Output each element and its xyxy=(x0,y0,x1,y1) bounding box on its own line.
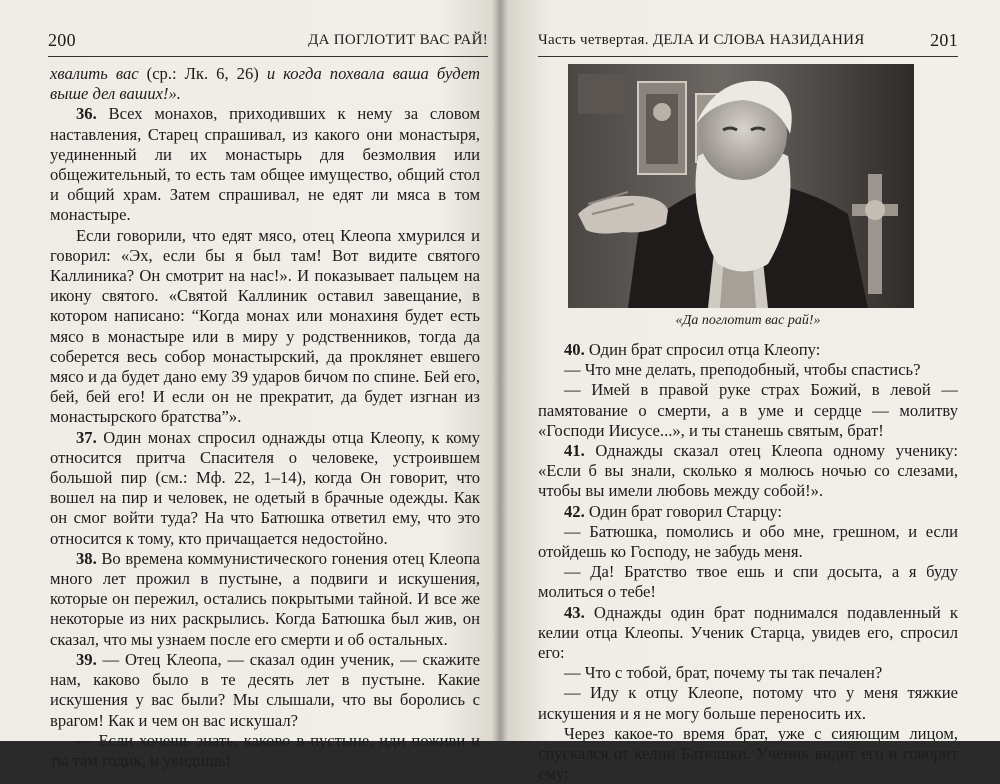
paragraph-text: — Если хочешь знать, каково в пустыне, иди поживи и ты там годик, и увидишь! xyxy=(50,730,480,770)
photo-caption: «Да поглотит вас рай!» xyxy=(675,313,821,328)
paragraph xyxy=(50,64,480,104)
elder-photo-image xyxy=(568,64,914,308)
paragraph-text: Один брат говорил Старцу: xyxy=(584,501,782,521)
left-running-title: ДА ПОГЛОТИТ ВАС РАЙ! xyxy=(308,32,488,48)
paragraph xyxy=(538,603,958,664)
right-body-text xyxy=(538,340,958,784)
paragraph-text: — Иду к отцу Клеопе, потому что у меня тяжкие искушения и я не могу больше переносить их. xyxy=(538,683,958,723)
paragraph xyxy=(538,522,958,562)
paragraph-number: 36. xyxy=(76,104,97,124)
paragraph-text: Однажды сказал отец Клеопа одному ученику: «Если б вы знали, сколько я молюсь ночью со слезами, чтобы вы имели любовь между собой!». xyxy=(538,441,958,501)
paragraph-number: 42. xyxy=(564,501,585,521)
paragraph-text: Один монах спросил однажды отца Клеопу, к кому относится притча Спасителя о человеке, устроившем большой пир (см.: Мф. 22, 1–14), когда Он говорит, что вошел на пир и человек, не одетый в брачные одежды. Как он смог войти туда? На что Батюшка ответил ему, что это относится к тому, кто причащается недостойно. xyxy=(50,427,480,548)
paragraph-text: — Батюшка, помолись и обо мне, грешном, и если отойдешь ко Господу, не забудь меня. xyxy=(538,521,958,562)
paragraph-number: 41. xyxy=(564,441,585,461)
paragraph-text: Через какое-то время брат, уже с сияющим лицом, спускался от келии Батюшки. Ученик видит его и говорит ему: xyxy=(538,723,958,784)
paragraph xyxy=(538,340,958,360)
paragraph-number: 43. xyxy=(564,602,585,622)
paragraph xyxy=(538,663,958,683)
paragraph xyxy=(538,441,958,502)
paragraph xyxy=(50,104,480,225)
paragraph xyxy=(50,731,480,771)
paragraph-text: — Что мне делать, преподобный, чтобы спастись? xyxy=(564,360,921,380)
paragraph-text: Один брат спросил отца Клеопу: xyxy=(584,340,821,359)
left-body-text xyxy=(50,64,480,771)
paragraph-text: Во времена коммунистического гонения отец Клеопа много лет прожил в пустыне, а подвиги и искушения, которые он пережил, остались покрытыми тайной. И все же некоторые из них раскрылись. Когда Батюшка был жив, он сказал, что мы узнаем после его смерти и об остальных. xyxy=(50,548,480,649)
paragraph xyxy=(50,226,480,428)
paragraph-number: 40. xyxy=(564,340,585,359)
right-page xyxy=(500,0,1000,784)
paragraph-text: Однажды один брат поднимался подавленный к келии отца Клеопы. Ученик Старца, увидев его, спросил его: xyxy=(538,602,958,663)
italic-text: и когда похвала ваша будет выше дел ваших!». xyxy=(50,64,480,104)
paragraph xyxy=(538,562,958,602)
paragraph xyxy=(538,683,958,723)
left-page-number: 200 xyxy=(48,30,76,50)
right-running-title: Часть четвертая. ДЕЛА И СЛОВА НАЗИДАНИЯ xyxy=(538,32,865,48)
paragraph-text: — Да! Братство твое ешь и спи досыта, а я буду молиться о тебе! xyxy=(538,562,958,602)
paragraph xyxy=(538,360,958,380)
paragraph-text: Всех монахов, приходивших к нему за словом наставления, Старец спрашивал, из какого они монастыря, уединенный ли их монастырь для безмолвия или общежительный, то есть там общее имущество, общий стол и общий храм. Затем спрашивал, не едят ли мяса в том монастыре. xyxy=(50,104,480,225)
right-page-number: 201 xyxy=(930,30,958,50)
paragraph-text: — Отец Клеопа, — сказал один ученик, — скажите нам, каково было в те десять лет в пустыне. Какие искушения у вас были? Мы слышали, что вы боролись с врагом! Как и чем он вас искушал? xyxy=(50,649,480,730)
paragraph-text: — Что с тобой, брат, почему ты так печален? xyxy=(564,663,883,683)
left-page xyxy=(0,0,500,770)
paragraph xyxy=(50,428,480,549)
left-header-rule xyxy=(48,56,488,57)
italic-text: хвалить вас xyxy=(50,64,139,83)
book-gutter xyxy=(492,0,508,741)
paragraph-text: Если говорили, что едят мясо, отец Клеопа хмурился и говорил: «Эх, если бы я был там! Вот видите святого Каллиника? Он смотрит на нас!». И показывает пальцем на икону святого. «Святой Каллиник оставил завещание, в котором написано: “Когда монах или монахиня будет есть мясо в монастыре или в миру у родственников, тогда да соберется весь собор монастырский, да проклянет евшего мясо и да будет дано ему 39 ударов бичом по спине. Бей его, бей, бей его! И если он не прекратит, да будет изгнан из монастырского братства”». xyxy=(50,225,480,427)
paragraph xyxy=(538,502,958,522)
paragraph-number: 39. xyxy=(76,649,97,669)
paragraph-text: (ср.: Лк. 6, 26) xyxy=(138,64,267,83)
paragraph xyxy=(538,724,958,784)
paragraph-number: 38. xyxy=(76,548,97,568)
paragraph-number: 37. xyxy=(76,427,97,447)
elder-photo xyxy=(568,64,914,308)
right-header-rule xyxy=(538,56,958,57)
paragraph-text: — Имей в правой руке страх Божий, в левой — памятование о смерти, а в уме и сердце — молитву «Господи Иисусе...», и ты станешь святым, брат! xyxy=(538,380,958,440)
paragraph xyxy=(50,650,480,731)
paragraph xyxy=(538,380,958,441)
paragraph xyxy=(50,549,480,650)
